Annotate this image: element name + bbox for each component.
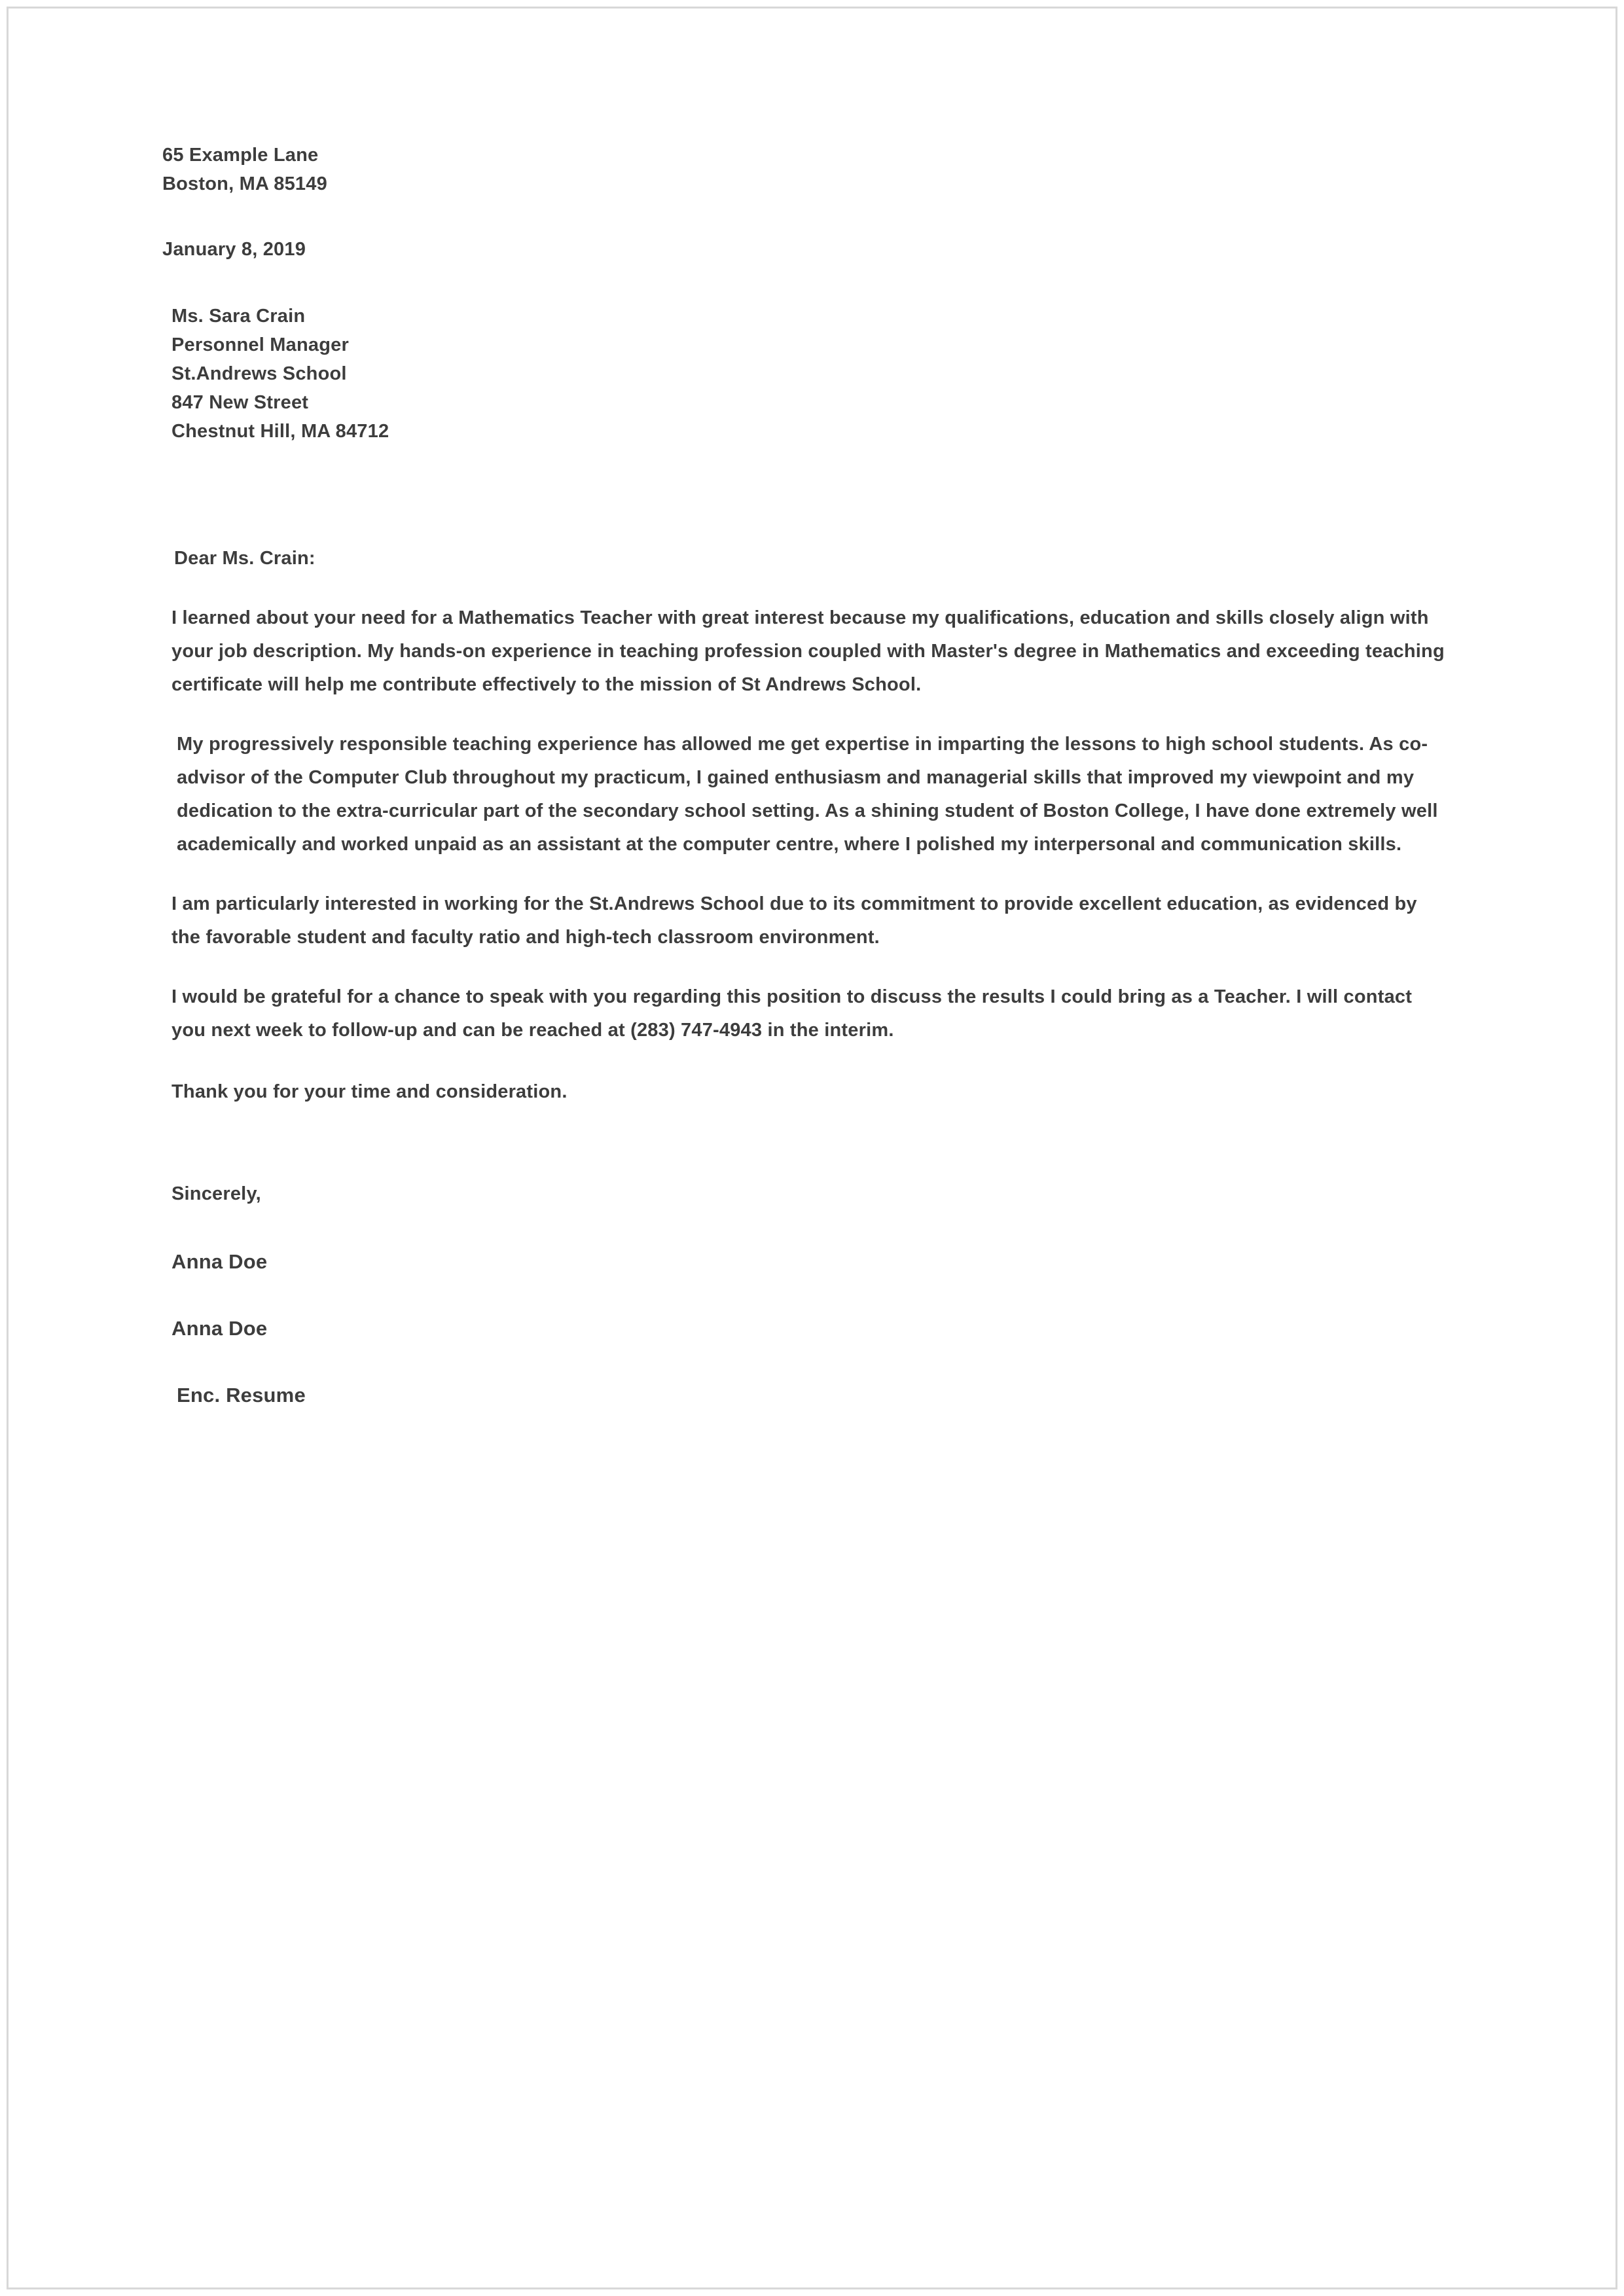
- recipient-name: Ms. Sara Crain: [171, 306, 306, 327]
- body-paragraph-2: My progressively responsible teaching experience has allowed me get expertise in imparting the lessons to high school students. As co-advisor of the Computer Club throughout my practicum, I gained enthusiasm and managerial skills that improved my viewpoint and my dedication to the extra-curricular part of the secondary school setting. As a shining student of Boston College, I have done extremely well academically and worked unpaid as an assistant at the computer centre, where I polished my interpersonal and communication skills.: [177, 734, 1438, 855]
- sender-address: [162, 141, 1458, 198]
- recipient-city-state-zip: Chestnut Hill, MA 84712: [171, 421, 389, 442]
- sender-address-line: Boston, MA 85149: [162, 173, 327, 194]
- salutation: Dear Ms. Crain:: [174, 548, 316, 569]
- sender-name: Anna Doe: [171, 1317, 268, 1340]
- body-paragraph-3: I am particularly interested in working for the St.Andrews School due to its commitment to provide excellent education, as evidenced by the favorable student and faculty ratio and high-tech classroom environment.: [171, 893, 1417, 948]
- body-paragraph-1: I learned about your need for a Mathematics Teacher with great interest because my qualifications, education and skills closely align with your job description. My hands-on experience in teaching profession coupled with Master's degree in Mathematics and exceeding teaching certificate will help me contribute effectively to the mission of St Andrews School.: [171, 607, 1445, 695]
- recipient-street: 847 New Street: [171, 392, 309, 413]
- sender-address-line: 65 Example Lane: [162, 145, 319, 166]
- thanks-line: Thank you for your time and consideration.: [171, 1081, 568, 1102]
- recipient-title: Personnel Manager: [171, 334, 349, 355]
- recipient-organization: St.Andrews School: [171, 363, 347, 384]
- body-paragraph-4: I would be grateful for a chance to speak with you regarding this position to discuss the results I could bring as a Teacher. I will contact you next week to follow-up and can be reached at (283) 747-4943 in the interim.: [171, 986, 1413, 1041]
- enclosure-line: Enc. Resume: [177, 1384, 306, 1407]
- letter-date: January 8, 2019: [162, 239, 306, 260]
- signature-line: Anna Doe: [171, 1250, 268, 1273]
- recipient-address: [162, 302, 1458, 446]
- closing-line: Sincerely,: [171, 1183, 261, 1204]
- letter-content: [162, 141, 1458, 1410]
